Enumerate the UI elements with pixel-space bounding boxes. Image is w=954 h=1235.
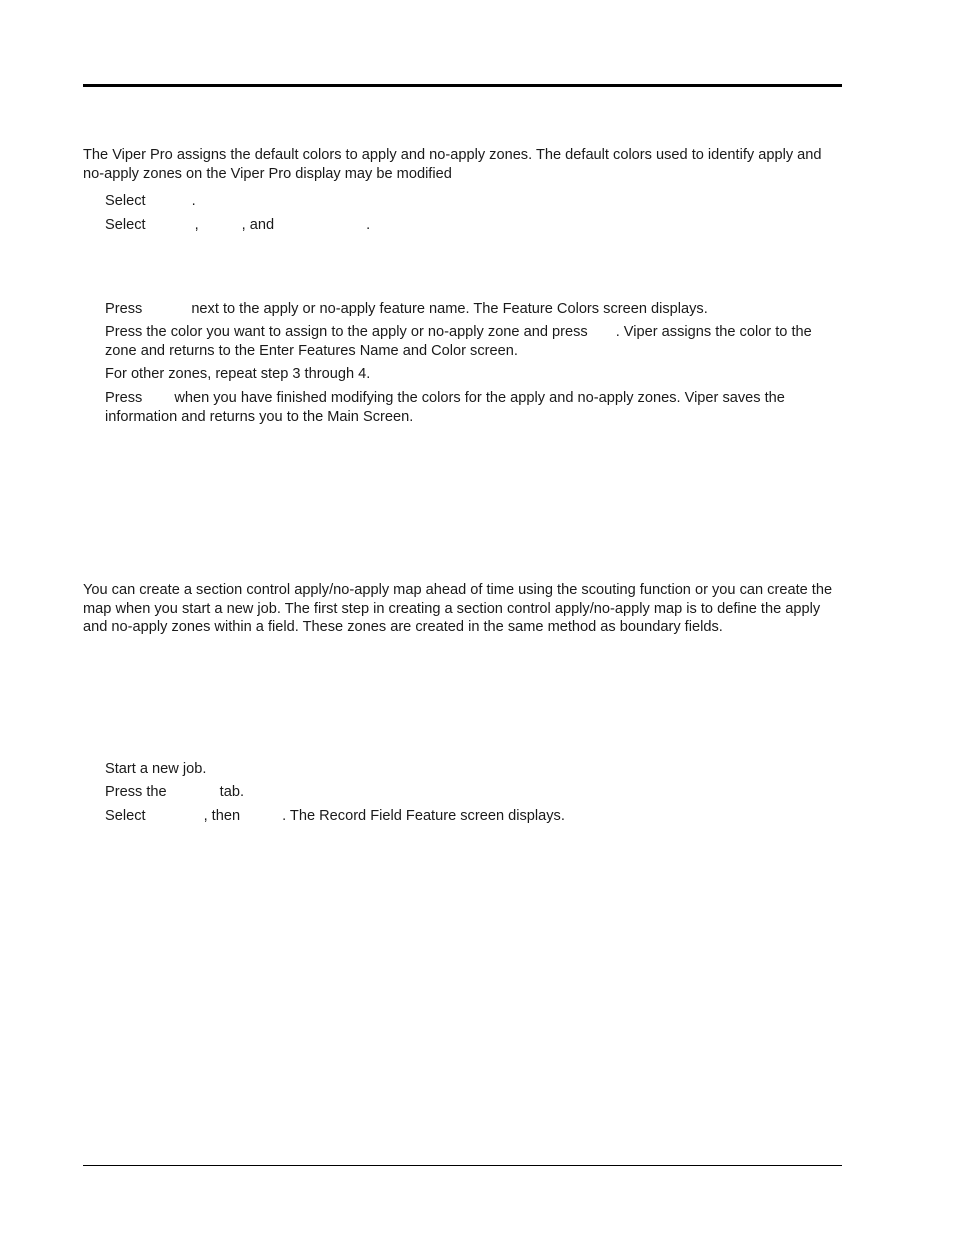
step-text: Press [105, 390, 143, 406]
map-step-2 [105, 783, 840, 802]
header-rule [83, 84, 842, 87]
step-text: tab. [219, 784, 244, 800]
step-text: . The Record Field Feature screen displays. [282, 808, 565, 824]
step-text: Press [105, 301, 143, 317]
step-text: . [366, 217, 371, 233]
step-text: , and [241, 217, 275, 233]
step-text: , then [203, 808, 241, 824]
color-step-5: For other zones, repeat step 3 through 4. [105, 366, 371, 382]
step-text: Press the [105, 784, 167, 800]
color-step-6 [105, 389, 840, 426]
color-step-2 [105, 216, 840, 235]
color-step-1 [105, 192, 840, 211]
footer-rule [83, 1165, 842, 1166]
color-intro-paragraph: The Viper Pro assigns the default colors to apply and no-apply zones. The default colors used to identify apply and no-apply zones on the Viper Pro display may be modified [83, 147, 822, 182]
step-text: when you have finished modifying the colors for the apply and no-apply zones. Viper saves the information and returns you to the Main Screen. [105, 390, 785, 425]
map-intro-paragraph: You can create a section control apply/no-apply map ahead of time using the scouting function or you can create the map when you start a new job. The first step in creating a section control apply/no-apply map is to define the apply and no-apply zones within a field. These zones are created in the same method as boundary fields. [83, 582, 833, 636]
step-text: Select [105, 217, 146, 233]
map-step-1: Start a new job. [105, 761, 207, 777]
step-text: . Viper assigns the color to the zone and returns to the Enter Features Name and Color screen. [105, 324, 812, 359]
step-text: Select [105, 193, 146, 209]
step-text: . [191, 193, 196, 209]
color-step-3 [105, 300, 840, 319]
step-text: Press the color you want to assign to the apply or no-apply zone and press [105, 324, 588, 340]
step-text: next to the apply or no-apply feature name. The Feature Colors screen displays. [191, 301, 708, 317]
map-step-3 [105, 807, 840, 826]
step-text: , [194, 217, 199, 233]
step-text: Select [105, 808, 146, 824]
color-step-4 [105, 323, 840, 360]
